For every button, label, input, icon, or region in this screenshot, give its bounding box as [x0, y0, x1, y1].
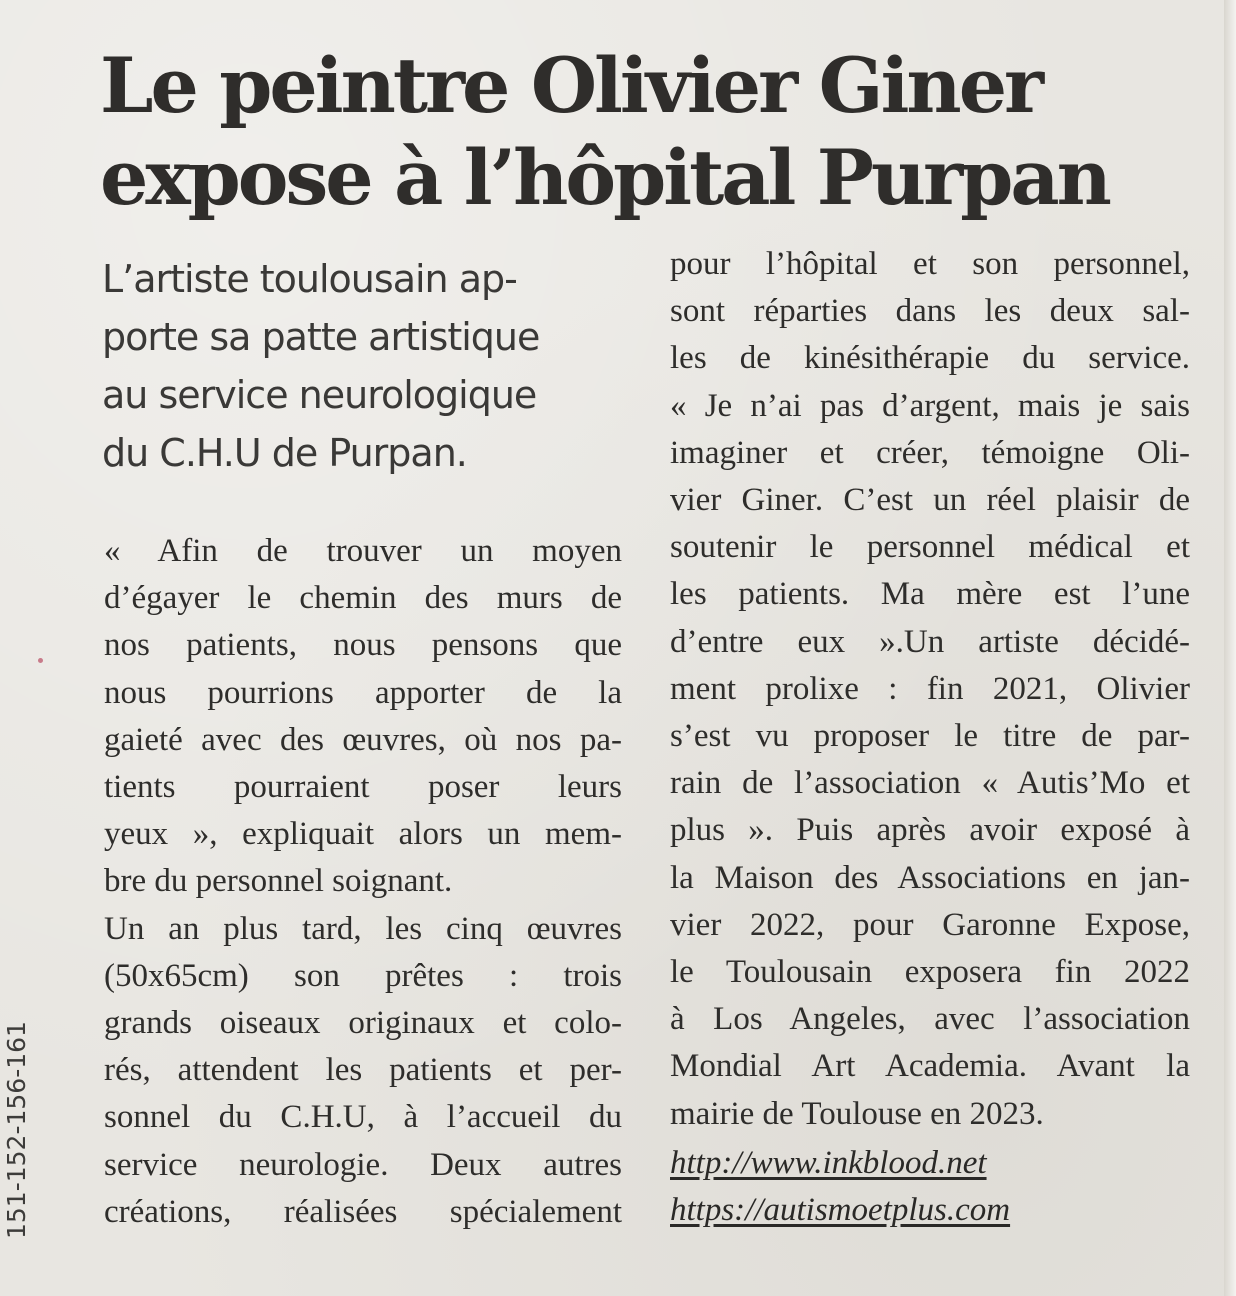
- headline-line: Le peintre Olivier Giner: [100, 41, 1042, 130]
- headline: [100, 40, 1210, 224]
- article-column-right: [670, 241, 1190, 1234]
- clipping-reference-code: 151-152-156-161: [2, 1021, 31, 1239]
- text-line: créations, réalisées spécialement: [104, 1193, 622, 1230]
- text-line: vier Giner. C’est un réel plaisir de: [670, 482, 1190, 519]
- text-line: (50x65cm) son prêtes : trois: [104, 957, 622, 994]
- lede: [102, 250, 632, 482]
- text-line: pour l’hôpital et son personnel,: [670, 246, 1190, 282]
- text-line: sonnel du C.H.U, à l’accueil du: [104, 1099, 622, 1136]
- text-line: à Los Angeles, avec l’association: [670, 1001, 1190, 1038]
- text-line: Mondial Art Academia. Avant la: [670, 1048, 1190, 1085]
- text-line: plus ». Puis après avoir exposé à: [670, 812, 1190, 849]
- text-line: soutenir le personnel médical et: [670, 529, 1190, 566]
- text-line: le Toulousain exposera fin 2022: [670, 954, 1190, 991]
- headline-line: expose à l’hôpital Purpan: [100, 133, 1109, 222]
- text-line: nous pourrions apporter de la: [104, 674, 622, 711]
- text-line: mairie de Toulouse en 2023.: [670, 1095, 1044, 1132]
- text-line: nos patients, nous pensons que: [104, 627, 622, 664]
- text-line: gaieté avec des œuvres, où nos pa-: [104, 721, 622, 758]
- text-line: rain de l’association « Autis’Mo et: [670, 765, 1190, 802]
- text-line: bre du personnel soignant.: [104, 863, 453, 900]
- text-line: les de kinésithérapie du service.: [670, 340, 1190, 377]
- text-line: ment prolixe : fin 2021, Olivier: [670, 670, 1190, 707]
- text-line: s’est vu proposer le titre de par-: [670, 718, 1190, 755]
- text-line: rés, attendent les patients et per-: [104, 1052, 622, 1089]
- article-column-left: [104, 528, 622, 1236]
- link-autismoetplus[interactable]: https://autismoetplus.com: [670, 1192, 1011, 1229]
- link-inkblood[interactable]: http://www.inkblood.net: [670, 1144, 987, 1181]
- text-line: « Afin de trouver un moyen: [104, 533, 622, 569]
- text-line: vier 2022, pour Garonne Expose,: [670, 906, 1190, 943]
- text-line: yeux », expliquait alors un mem-: [104, 816, 622, 853]
- text-line: « Je n’ai pas d’argent, mais je sais: [670, 387, 1190, 424]
- ink-dot: [38, 658, 43, 663]
- text-line: d’entre eux ».Un artiste décidé-: [670, 623, 1190, 660]
- paper-edge: [1224, 0, 1236, 1296]
- text-line: la Maison des Associations en jan-: [670, 859, 1190, 896]
- text-line: grands oiseaux originaux et colo-: [104, 1005, 622, 1042]
- text-line: d’égayer le chemin des murs de: [104, 580, 622, 617]
- lede-line: L’artiste toulousain ap-: [102, 257, 517, 301]
- lede-line: porte sa patte artistique: [102, 315, 540, 359]
- text-line: sont réparties dans les deux sal-: [670, 293, 1190, 330]
- lede-line: au service neurologique: [102, 373, 537, 417]
- text-line: tients pourraient poser leurs: [104, 769, 622, 806]
- text-line: Un an plus tard, les cinq œuvres: [104, 910, 622, 947]
- text-line: les patients. Ma mère est l’une: [670, 576, 1190, 613]
- text-line: imaginer et créer, témoigne Oli-: [670, 434, 1190, 471]
- text-line: service neurologie. Deux autres: [104, 1146, 622, 1183]
- lede-line: du C.H.U de Purpan.: [102, 431, 467, 475]
